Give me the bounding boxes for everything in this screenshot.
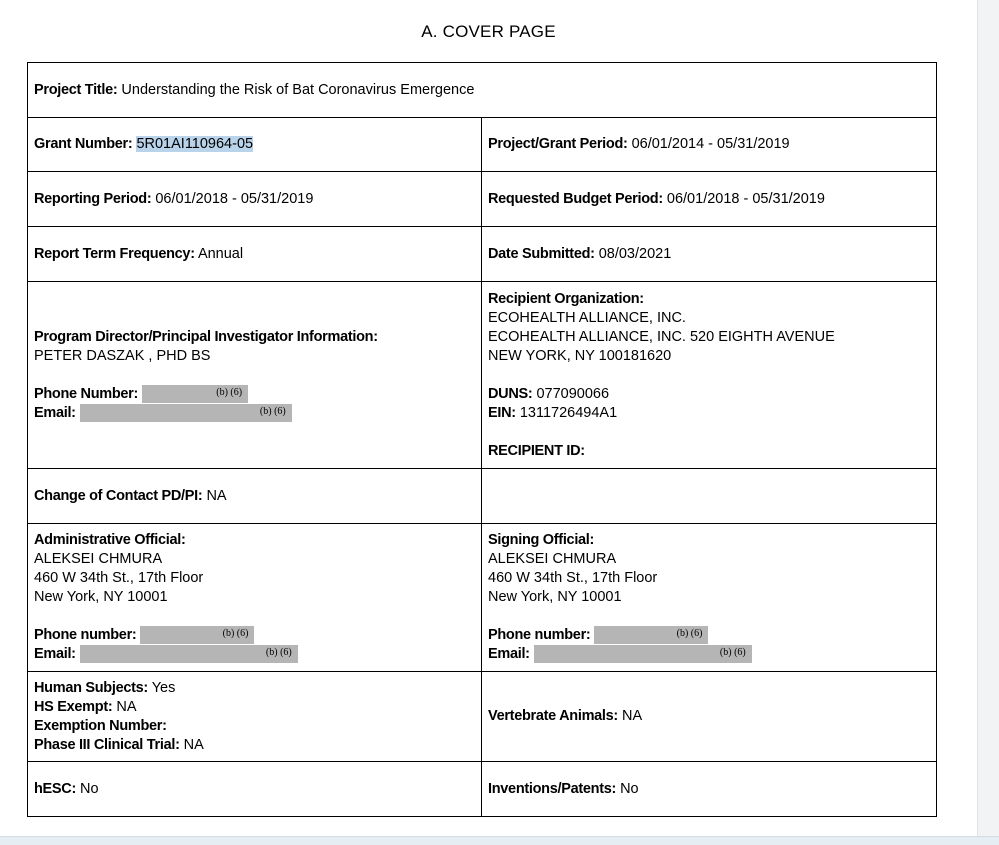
recipient-id-label: RECIPIENT ID: [488,442,585,459]
page-title: A. COVER PAGE [421,22,556,41]
cell-change-of-contact [28,469,482,524]
redaction-code: (b) (6) [222,628,249,639]
admin-official-name: ALEKSEI CHMURA [34,551,163,567]
admin-official-label: Administrative Official: [34,532,186,548]
admin-official-email [34,645,475,664]
signing-official-address1: 460 W 34th St., 17th Floor [488,570,658,586]
requested-budget-period-value: 06/01/2018 - 05/31/2019 [662,190,825,207]
vertebrate-animals-value: NA [617,708,643,724]
cell-inventions-patents [482,762,937,817]
signing-official-address2: New York, NY 10001 [488,589,622,605]
project-grant-period-label: Project/Grant Period: [488,136,628,152]
hesc-value: No [76,780,99,797]
recipient-org-line2: ECOHEALTH ALLIANCE, INC. 520 EIGHTH AVENUE [488,328,835,345]
admin-official-address1: 460 W 34th St., 17th Floor [34,570,204,586]
reporting-period-value: 06/01/2018 - 05/31/2019 [151,190,314,207]
redaction-code: (b) (6) [676,628,703,639]
cell-administrative-official [28,524,482,672]
redaction-code: (b) (6) [719,647,746,658]
grant-number-label: Grant Number: [34,136,133,152]
redaction-box [80,645,298,663]
recipient-ein [488,404,930,423]
phase-iii-value: NA [179,736,204,753]
pd-pi-name: PETER DASZAK , PHD BS [34,347,211,364]
phase-iii-label: Phase III Clinical Trial: [34,736,180,753]
row-officials [28,524,937,672]
cell-pd-pi [28,282,482,469]
cell-vertebrate-animals [482,672,937,762]
row-grant [28,118,937,172]
recipient-org-line3: NEW YORK, NY 100181620 [488,347,672,364]
viewer-scroll-gutter[interactable] [977,0,999,844]
pd-pi-label: Program Director/Principal Investigator Information: [34,328,378,345]
signing-official-email [488,645,930,664]
ein-label: EIN: [488,404,516,421]
date-submitted-value: 08/03/2021 [594,245,672,262]
recipient-duns [488,385,930,404]
date-submitted-label: Date Submitted: [488,245,595,262]
redaction-code: (b) (6) [265,647,292,658]
signing-email-label: Email: [488,646,530,662]
duns-label: DUNS: [488,385,533,402]
pd-pi-email-label: Email: [34,404,76,421]
cell-signing-official [482,524,937,672]
report-term-frequency-label: Report Term Frequency: [34,245,195,262]
exemption-number-label: Exemption Number: [34,717,167,734]
vertebrate-animals-label: Vertebrate Animals: [488,708,618,724]
human-subjects-label: Human Subjects: [34,679,148,696]
hesc-label: hESC: [34,780,77,797]
row-hesc [28,762,937,817]
reporting-period-label: Reporting Period: [34,190,152,207]
change-of-contact-label: Change of Contact PD/PI: [34,487,203,504]
human-subjects [34,679,475,698]
cover-table [27,62,937,817]
cell-date-submitted [482,227,937,282]
row-change-of-contact [28,469,937,524]
change-of-contact-value: NA [202,487,227,504]
recipient-org-label: Recipient Organization: [488,290,644,307]
redaction-code: (b) (6) [259,405,286,417]
redaction-box [142,385,248,403]
cell-recipient-organization [482,282,937,469]
project-title-value: Understanding the Risk of Bat Coronavirus Emergence [117,81,475,98]
hs-exempt-label: HS Exempt: [34,698,113,715]
row-project-title [28,63,937,118]
inventions-patents-label: Inventions/Patents: [488,780,617,797]
signing-official-label: Signing Official: [488,532,595,548]
grant-number-value[interactable]: 5R01AI110964-05 [136,136,254,152]
recipient-org-line1: ECOHEALTH ALLIANCE, INC. [488,309,686,326]
cell-hesc [28,762,482,817]
row-periods [28,172,937,227]
cell-project-title [28,63,937,118]
signing-official-phone [488,626,930,645]
row-pd-recipient [28,282,937,469]
cell-human-subjects [28,672,482,762]
admin-email-label: Email: [34,646,76,662]
pd-pi-email [34,404,475,423]
duns-value: 077090066 [532,385,610,402]
admin-official-address2: New York, NY 10001 [34,589,168,605]
ein-value: 1311726494A1 [515,404,618,421]
inventions-patents-value: No [616,780,639,797]
cell-reporting-period [28,172,482,227]
cell-requested-budget-period [482,172,937,227]
human-subjects-value: Yes [147,679,176,696]
report-term-frequency-value: Annual [194,245,244,262]
requested-budget-period-label: Requested Budget Period: [488,190,663,207]
admin-official-phone [34,626,475,645]
pd-pi-phone [34,385,475,404]
admin-phone-label: Phone number: [34,627,137,643]
cell-empty [482,469,937,524]
signing-official-name: ALEKSEI CHMURA [488,551,617,567]
project-grant-period-value: 06/01/2014 - 05/31/2019 [627,136,790,152]
signing-phone-label: Phone number: [488,627,591,643]
hs-exempt-value: NA [112,698,137,715]
phase-iii [34,736,475,755]
redaction-box [594,626,708,644]
redaction-box [140,626,254,644]
hs-exempt [34,698,475,717]
cell-project-grant-period [482,118,937,172]
row-subjects [28,672,937,762]
project-title-label: Project Title: [34,81,118,98]
redaction-box [534,645,752,663]
redaction-code: (b) (6) [216,386,243,398]
cell-grant-number [28,118,482,172]
cell-report-term-frequency [28,227,482,282]
redaction-box [80,404,292,422]
row-frequency [28,227,937,282]
pd-pi-phone-label: Phone Number: [34,385,139,402]
